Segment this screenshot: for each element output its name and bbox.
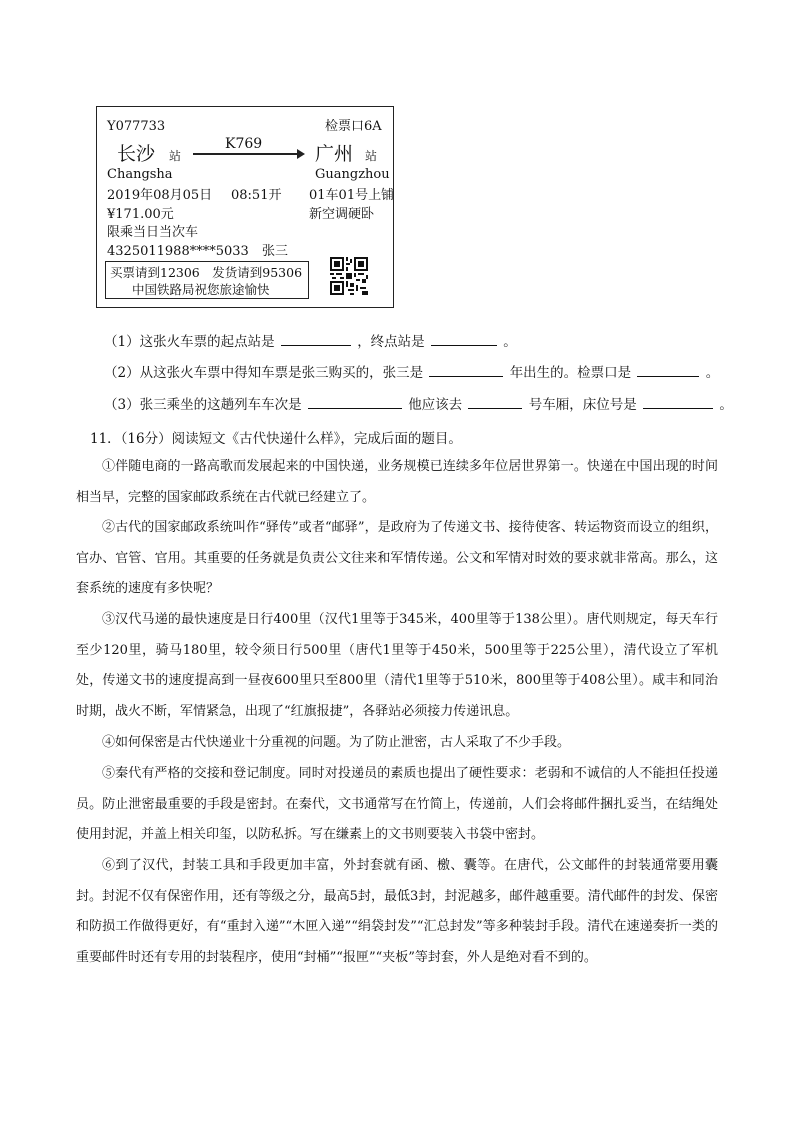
- to-station-en: Guangzhou: [315, 167, 390, 182]
- q1-blank-start[interactable]: [281, 333, 351, 346]
- paragraph-5: ⑤秦代有严格的交接和登记制度。同时对投递员的素质也提出了硬性要求：老弱和不诚信的人不能担任投递员。防止泄密最重要的手段是密封。在秦代，文书通常写在竹简上，传递前，人们会将邮件捆扎妥当，在结绳处使用封泥，并盖上相关印玺，以防私拆。写在缣素上的文书则要装入书袋中密封。: [76, 766, 718, 843]
- question-2: [104, 364, 719, 381]
- ticket-seat: 01车01号上铺: [309, 188, 395, 203]
- train-ticket: [96, 106, 394, 308]
- q3-text-a: （3）张三乘坐的这趟列车车次是: [104, 397, 302, 413]
- question-1: [104, 333, 517, 350]
- from-station-cn: 长沙: [117, 143, 156, 165]
- qr-code-icon: [330, 257, 368, 295]
- q3-blank-train[interactable]: [308, 396, 402, 409]
- from-station-en: Changsha: [107, 167, 173, 182]
- q3-blank-car[interactable]: [468, 396, 522, 409]
- paragraph-2: ②古代的国家邮政系统叫作“驿传”或者“邮驿”，是政府为了传递文书、接待使客、转运物资而设立的组织，官办、官管、官用。其重要的任务就是负责公文往来和军情传递。公文和军情对时效的要求就非常高。那么，这套系统的速度有多快呢？: [76, 520, 718, 597]
- q2-text-b: 年出生的。检票口是: [509, 365, 632, 381]
- q2-text-a: （2）从这张火车票中得知车票是张三购买的，张三是: [104, 365, 424, 381]
- ticket-number: Y077733: [107, 119, 166, 134]
- from-station-suffix: 站: [169, 149, 182, 163]
- ticket-validity: 限乘当日当次车: [107, 225, 199, 240]
- q2-blank-gate[interactable]: [637, 364, 699, 377]
- passage-heading: 11．（16分）阅读短文《古代快递什么样》，完成后面的题目。: [90, 431, 462, 447]
- q1-blank-end[interactable]: [431, 333, 497, 346]
- q3-text-c: 号车厢，床位号是: [528, 397, 637, 413]
- q3-blank-berth[interactable]: [643, 396, 713, 409]
- ticket-name: 张三: [262, 244, 289, 259]
- q3-text-d: 。: [719, 397, 733, 413]
- train-number: K769: [225, 136, 263, 152]
- q3-text-b: 他应该去: [408, 397, 463, 413]
- ticket-seat-type: 新空调硬卧: [309, 207, 375, 222]
- paragraph-4: ④如何保密是古代快递业十分重视的问题。为了防止泄密，古人采取了不少手段。: [102, 735, 571, 750]
- q1-text-b: ，终点站是: [357, 334, 425, 350]
- question-3: [104, 396, 733, 413]
- ticket-date: 2019年08月05日: [107, 188, 213, 203]
- route-arrow-icon: [193, 153, 303, 155]
- to-station-cn: 广州: [315, 143, 354, 165]
- paragraph-3: ③汉代马递的最快速度是日行400里（汉代1里等于345米，400里等于138公里）。唐代则规定，每天车行至少120里，骑马180里，较令须日行500里（唐代1里等于450米，500里等于225公里），清代设立了军机处，传递文书的速度提高到一昼夜600里只至800里（清代1里等于510米，800里等于408公里）。咸丰和同治时期，战火不断，军情紧急，出现了“红旗报捷”，各驿站必须接力传递讯息。: [76, 612, 718, 719]
- paragraph-1: ①伴随电商的一路高歌而发展起来的中国快递，业务规模已连续多年位居世界第一。快递在中国出现的时间相当早，完整的国家邮政系统在古代就已经建立了。: [76, 459, 718, 505]
- notice-line-1: 买票请到12306 发货请到95306: [110, 265, 303, 280]
- q1-text-c: 。: [503, 334, 517, 350]
- q2-text-c: 。: [705, 365, 720, 381]
- to-station-suffix: 站: [365, 149, 378, 163]
- ticket-notice: [105, 261, 309, 299]
- paragraph-6: ⑥到了汉代，封装工具和手段更加丰富，外封套就有函、檄、囊等。在唐代，公文邮件的封装通常要用囊封。封泥不仅有保密作用，还有等级之分，最高5封，最低3封，封泥越多，邮件越重要。清代邮件的封发、保密和防损工作做得更好，有“重封入递”“木匣入递”“绢袋封发”“汇总封发”等多种装封手段。清代在速递奏折一类的重要邮件时还有专用的封装程序，使用“封桶”“报匣”“夹板”等封套，外人是绝对看不到的。: [76, 858, 718, 965]
- q2-blank-year[interactable]: [429, 364, 503, 377]
- q1-text-a: （1）这张火车票的起点站是: [104, 334, 275, 350]
- ticket-id: 4325011988****5033: [107, 244, 249, 259]
- ticket-time: 08:51开: [231, 188, 282, 203]
- ticket-price: ¥171.00元: [107, 207, 174, 222]
- ticket-gate: 检票口6A: [325, 119, 382, 134]
- notice-line-2: 中国铁路局祝您旅途愉快: [132, 282, 270, 297]
